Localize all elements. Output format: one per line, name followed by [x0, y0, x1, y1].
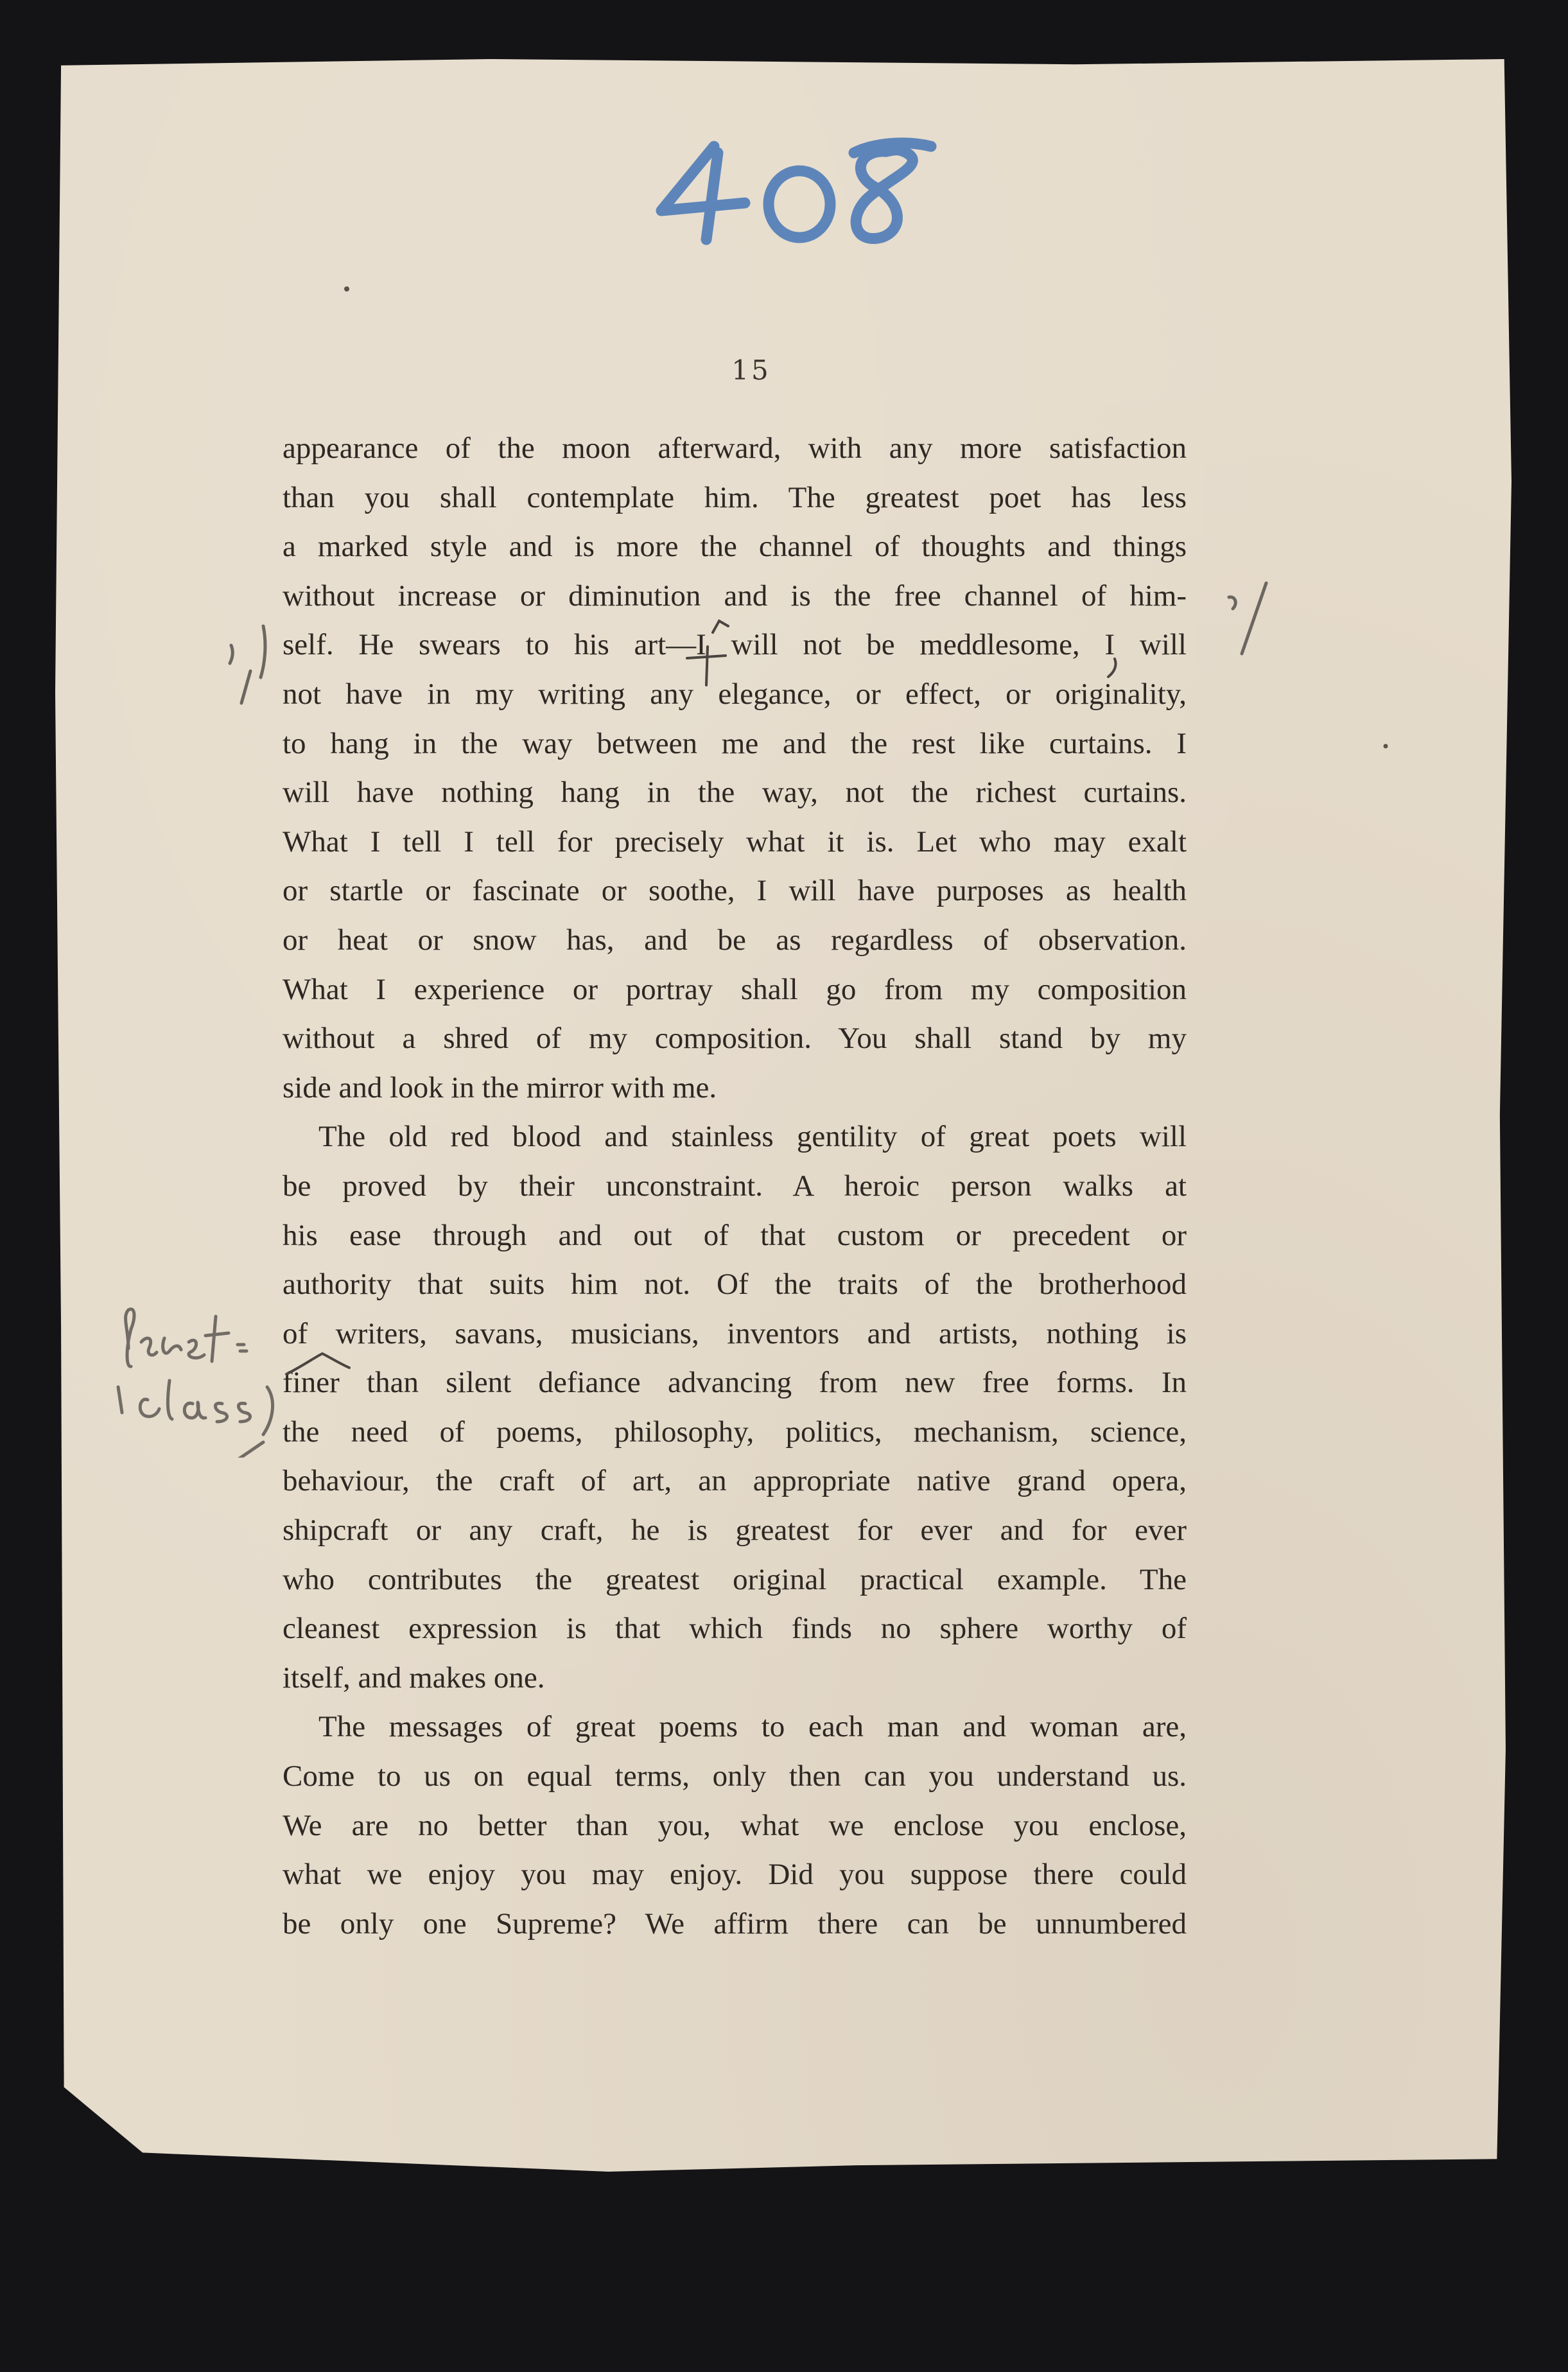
- text-line: his ease through and out of that custom or precedent or: [283, 1218, 1187, 1252]
- text-line: self. He swears to his art—I will not be meddlesome, I will: [283, 628, 1187, 662]
- paper-speck: [340, 283, 353, 295]
- text-line: behaviour, the craft of art, an appropriate native grand opera,: [283, 1464, 1187, 1498]
- text-line: Come to us on equal terms, only then can you understand us.: [283, 1759, 1187, 1793]
- text-line: What I experience or portray shall go from my composition: [283, 972, 1187, 1006]
- text-line: What I tell I tell for precisely what it is. Let who may exalt: [283, 824, 1187, 859]
- caret-mark: [283, 1348, 353, 1387]
- text-line: what we enjoy you may enjoy. Did you suppose there could: [283, 1858, 1187, 1892]
- text-line: of writers, savans, musicians, inventors and artists, nothing is: [283, 1316, 1187, 1350]
- paragraph: [283, 1112, 1187, 1702]
- text-line: not have in my writing any elegance, or effect, or originality,: [283, 677, 1187, 711]
- text-line: than you shall contemplate him. The greatest poet has less: [283, 480, 1187, 514]
- text-line: itself, and makes one.: [283, 1661, 545, 1695]
- margin-correction-mark-right: [1220, 578, 1291, 661]
- page-number: 15: [731, 354, 771, 386]
- margin-correction-mark-left: [218, 620, 276, 710]
- handwritten-margin-note: [103, 1291, 295, 1458]
- text-line: will have nothing hang in the way, not the richest curtains.: [283, 776, 1187, 810]
- text-line: The old red blood and stainless gentility of great poets will: [318, 1120, 1187, 1154]
- text-line: be proved by their unconstraint. A heroic person walks at: [283, 1169, 1187, 1203]
- text-line: We are no better than you, what we enclose you enclose,: [283, 1808, 1187, 1842]
- insertion-caret-mark: [681, 613, 738, 690]
- text-line: a marked style and is more the channel of thoughts and things: [283, 530, 1187, 564]
- text-line: who contributes the greatest original practical example. The: [283, 1562, 1187, 1596]
- text-line: The messages of great poems to each man and woman are,: [318, 1710, 1187, 1744]
- folio-number-408: [642, 127, 944, 256]
- comma-mark: [1102, 655, 1128, 681]
- text-line: authority that suits him not. Of the traits of the brotherhood: [283, 1268, 1187, 1302]
- text-line: to hang in the way between me and the rest like curtains. I: [283, 726, 1187, 760]
- text-line: the need of poems, philosophy, politics, mechanism, science,: [283, 1415, 1187, 1449]
- text-line: cleanest expression is that which finds no sphere worthy of: [283, 1612, 1187, 1646]
- text-line: appearance of the moon afterward, with any more satisfaction: [283, 432, 1187, 465]
- paragraph: [283, 424, 1187, 1112]
- paper-speck: [1379, 740, 1392, 753]
- text-line: side and look in the mirror with me.: [283, 1070, 717, 1104]
- text-line: without a shred of my composition. You shall stand by my: [283, 1022, 1187, 1056]
- paragraph: [283, 1702, 1187, 1948]
- text-line: or startle or fascinate or soothe, I will have purposes as health: [283, 874, 1187, 908]
- text-line: shipcraft or any craft, he is greatest for ever and for ever: [283, 1513, 1187, 1548]
- text-line: be only one Supreme? We affirm there can be unnumbered: [283, 1906, 1187, 1940]
- text-line: or heat or snow has, and be as regardless of observation.: [283, 923, 1187, 957]
- text-line: without increase or diminution and is the free channel of him-: [283, 579, 1187, 613]
- text-line: finer than silent defiance advancing from new free forms. In: [283, 1366, 1187, 1400]
